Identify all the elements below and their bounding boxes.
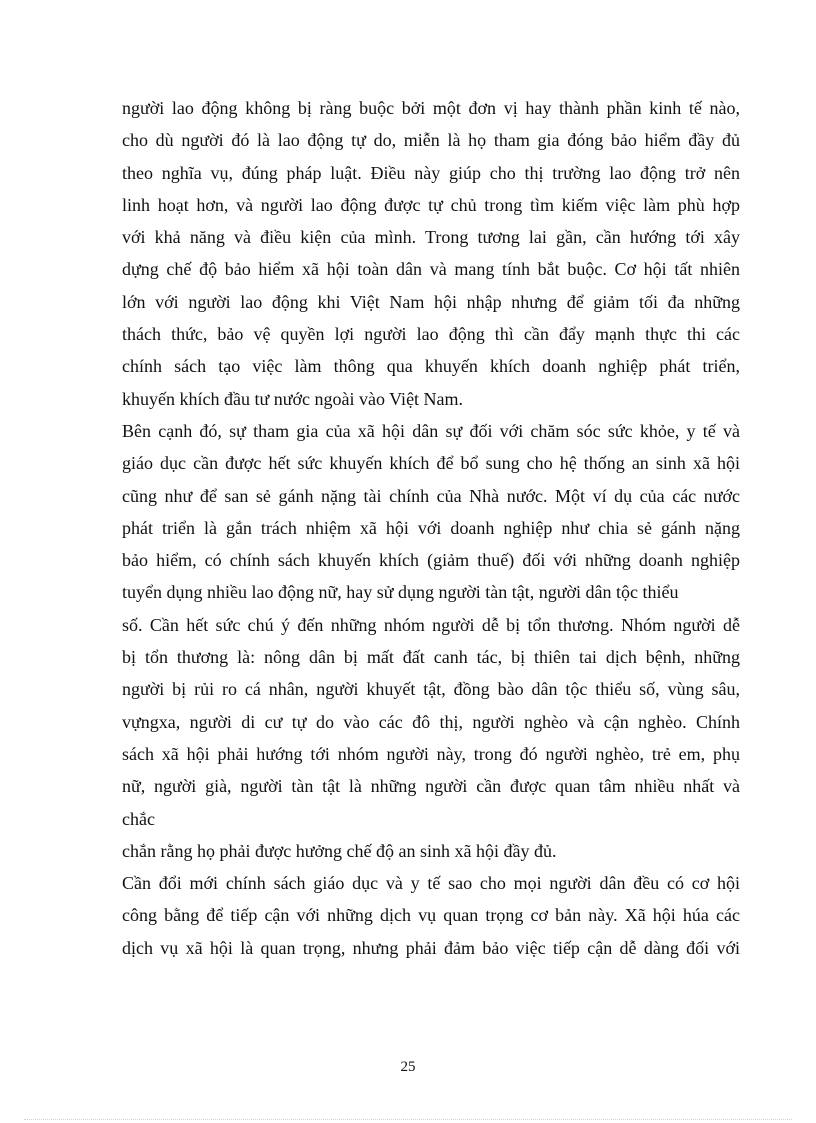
text-line: Cần đổi mới chính sách giáo dục và y tế sao cho mọi người dân đều có cơ hội xyxy=(122,873,740,894)
text-line: người bị rủi ro cá nhân, người khuyết tật, đồng bào dân tộc thiểu số, vùng sâu, xyxy=(122,679,740,700)
text-line: cho dù người đó là lao động tự do, miễn là họ tham gia đóng bảo hiểm đầy đủ xyxy=(122,130,740,151)
text-line: lớn với người lao động khi Việt Nam hội nhập nhưng để giảm tối đa những xyxy=(122,291,740,312)
text-line: bảo hiểm, có chính sách khuyến khích (giảm thuế) đối với những doanh nghiệp xyxy=(122,550,740,571)
text-line: công bằng để tiếp cận với những dịch vụ quan trọng cơ bản này. Xã hội húa các xyxy=(122,905,740,926)
text-line: theo nghĩa vụ, đúng pháp luật. Điều này giúp cho thị trường lao động trở nên xyxy=(122,162,740,183)
text-line: thách thức, bảo vệ quyền lợi người lao động thì cần đẩy mạnh thực thi các xyxy=(122,324,740,345)
text-line: linh hoạt hơn, và người lao động được tự chủ trong tìm kiếm việc làm phù hợp xyxy=(122,194,740,215)
text-line: sách xã hội phải hướng tới nhóm người này, trong đó người nghèo, trẻ em, phụ xyxy=(122,743,740,764)
text-line: dịch vụ xã hội là quan trọng, nhưng phải đảm bảo việc tiếp cận dễ dàng đối với xyxy=(122,937,740,958)
text-line: tuyển dụng nhiều lao động nữ, hay sử dụng người tàn tật, người dân tộc thiểu xyxy=(122,582,679,603)
text-line: cũng như để san sẻ gánh nặng tài chính của Nhà nước. Một ví dụ của các nước xyxy=(122,485,740,506)
text-line: bị tổn thương là: nông dân bị mất đất canh tác, bị thiên tai dịch bệnh, những xyxy=(122,647,740,668)
text-line: với khả năng và điều kiện của mình. Trong tương lai gần, cần hướng tới xây xyxy=(122,227,740,248)
text-line: nữ, người già, người tàn tật là những người cần được quan tâm nhiều nhất và xyxy=(122,776,740,797)
page-number: 25 xyxy=(400,1059,416,1075)
text-line: khuyến khích đầu tư nước ngoài vào Việt Nam. xyxy=(122,388,464,409)
text-line: chắn rằng họ phải được hưởng chế độ an sinh xã hội đầy đủ. xyxy=(122,840,557,861)
text-line: giáo dục cần được hết sức khuyến khích để bổ sung cho hệ thống an sinh xã hội xyxy=(122,453,740,474)
page-bottom-divider xyxy=(24,1119,792,1120)
text-line: chắc xyxy=(122,808,155,829)
text-line: chính sách tạo việc làm thông qua khuyến khích doanh nghiệp phát triển, xyxy=(122,356,740,377)
text-line: vựngxa, người di cư tự do vào các đô thị, người nghèo và cận nghèo. Chính xyxy=(122,711,740,732)
text-line: Bên cạnh đó, sự tham gia của xã hội dân sự đối với chăm sóc sức khỏe, y tế và xyxy=(122,420,740,441)
text-line: dựng chế độ bảo hiểm xã hội toàn dân và mang tính bắt buộc. Cơ hội tất nhiên xyxy=(122,259,740,280)
body-text xyxy=(122,92,740,964)
text-line: người lao động không bị ràng buộc bởi một đơn vị hay thành phần kinh tế nào, xyxy=(122,98,740,118)
text-line: số. Cần hết sức chú ý đến những nhóm người dễ bị tổn thương. Nhóm người dễ xyxy=(122,614,740,635)
text-line: phát triển là gắn trách nhiệm xã hội với doanh nghiệp như chia sẻ gánh nặng xyxy=(122,517,740,538)
